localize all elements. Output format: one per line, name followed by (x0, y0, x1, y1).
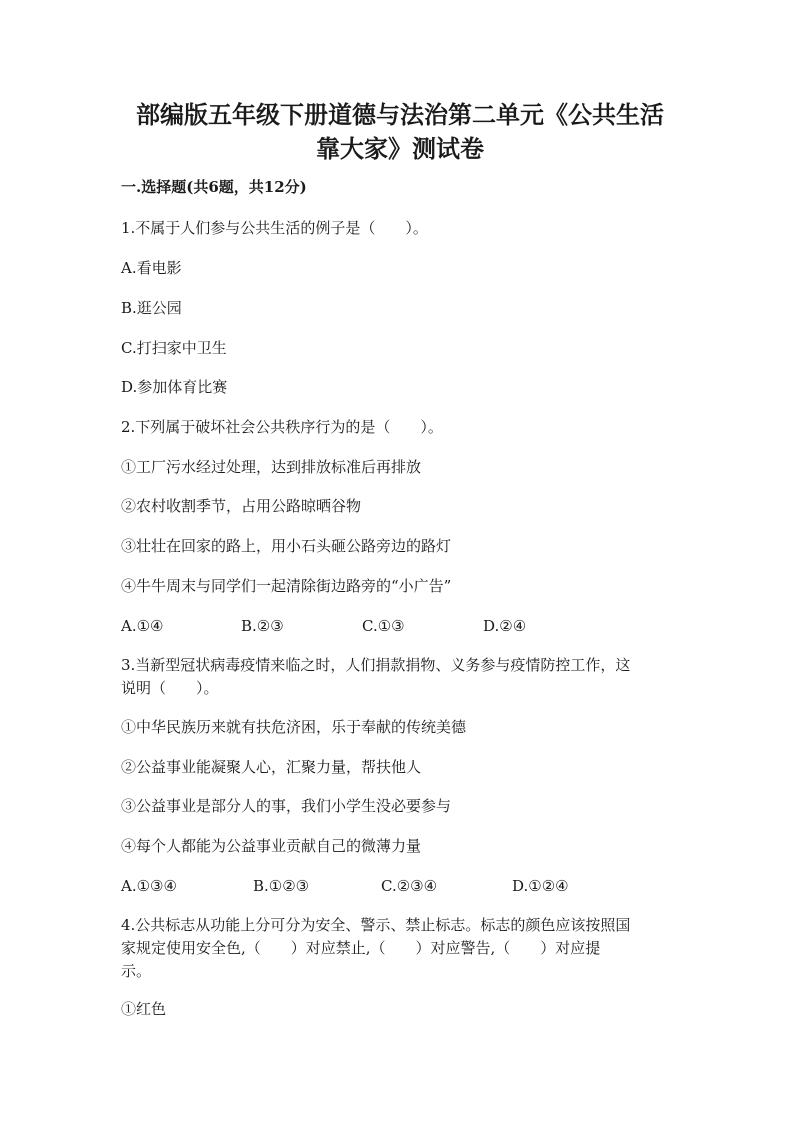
title-line-1: 部编版五年级下册道德与法治第二单元《公共生活 (136, 100, 664, 129)
q3-options (121, 875, 681, 897)
q2-option-d: D.②④ (483, 617, 527, 635)
q2-item-2: ②农村收割季节，占用公路晾晒谷物 (121, 497, 362, 515)
q3-item-2: ②公益事业能凝聚人心，汇聚力量，帮扶他人 (121, 758, 422, 776)
q2-options (121, 615, 681, 637)
section-heading: 一.选择题(共6题，共12分) (121, 178, 307, 196)
q2-option-a: A.①④ (121, 617, 164, 635)
q3-option-c: C.②③④ (381, 877, 438, 895)
q2-item-3: ③壮壮在回家的路上，用小石头砸公路旁边的路灯 (121, 537, 452, 555)
q2-item-4: ④牛牛周末与同学们一起清除街边路旁的“小广告” (121, 577, 452, 595)
q3-item-4: ④每个人都能为公益事业贡献自己的微薄力量 (121, 837, 422, 855)
q1-option-b: B.逛公园 (121, 299, 182, 317)
q1-option-c: C.打扫家中卫生 (121, 339, 227, 357)
question-4-stem-line-3: 示。 (121, 962, 152, 980)
q1-option-a: A.看电影 (121, 259, 182, 277)
q1-option-d: D.参加体育比赛 (121, 378, 228, 396)
question-3-stem-line-2: 说明（ ）。 (121, 679, 219, 697)
q3-item-1: ①中华民族历来就有扶危济困，乐于奉献的传统美德 (121, 718, 467, 736)
question-3-stem-line-1: 3.当新型冠状病毒疫情来临之时，人们捐款捐物、义务参与疫情防控工作，这 (121, 656, 631, 674)
question-2-stem: 2.下列属于破坏社会公共秩序行为的是（ ）。 (121, 418, 443, 436)
q3-option-d: D.①②④ (512, 877, 569, 895)
title-line-2: 靠大家》测试卷 (316, 134, 484, 163)
q2-option-c: C.①③ (362, 617, 405, 635)
q3-option-b: B.①②③ (253, 877, 310, 895)
q3-item-3: ③公益事业是部分人的事，我们小学生没必要参与 (121, 797, 452, 815)
question-4-stem-line-2: 家规定使用安全色,（ ）对应禁止,（ ）对应警告,（ ）对应提 (121, 939, 601, 957)
question-1-stem: 1.不属于人们参与公共生活的例子是（ ）。 (121, 219, 428, 237)
q4-item-1: ①红色 (121, 1000, 167, 1018)
q3-option-a: A.①③④ (121, 877, 177, 895)
q2-item-1: ①工厂污水经过处理，达到排放标准后再排放 (121, 458, 422, 476)
page-title (100, 98, 700, 166)
question-4-stem-line-1: 4.公共标志从功能上分可分为安全、警示、禁止标志。标志的颜色应该按照国 (121, 916, 631, 934)
q2-option-b: B.②③ (241, 617, 284, 635)
